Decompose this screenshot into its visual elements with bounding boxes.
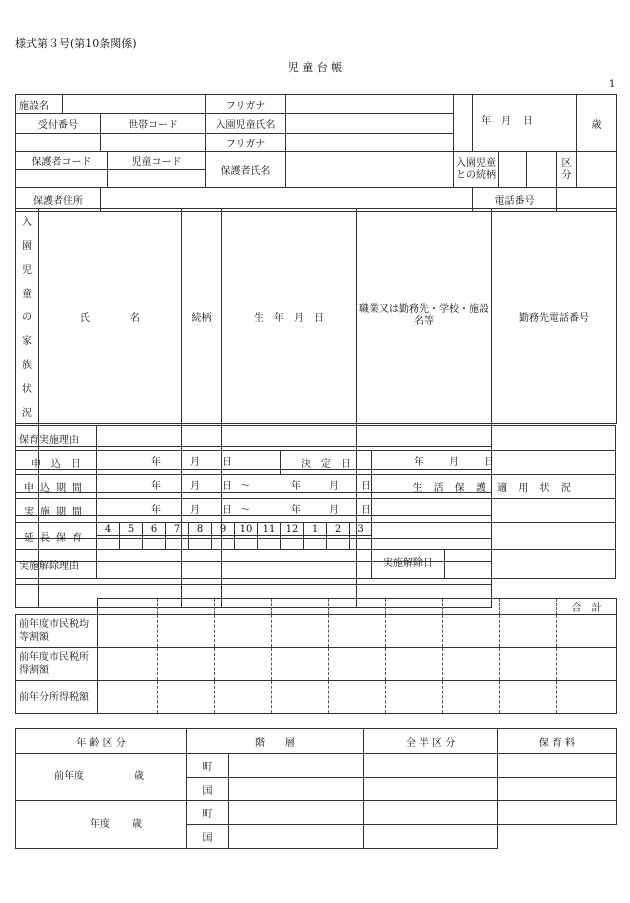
- decision-date-day: 日: [484, 456, 494, 468]
- apply-date-field[interactable]: [97, 451, 281, 475]
- relation-field[interactable]: [499, 152, 527, 188]
- apply-period-to-day: 日: [361, 480, 371, 492]
- impl-period-field[interactable]: [97, 499, 372, 523]
- tax-value-cell[interactable]: [443, 681, 500, 714]
- impl-period-to-day: 日: [361, 504, 371, 516]
- tax-value-cell[interactable]: [500, 681, 557, 714]
- fee-country-tier[interactable]: [229, 825, 364, 849]
- care-reason-field[interactable]: [97, 426, 616, 451]
- birth-date-field[interactable]: [473, 95, 577, 152]
- care-table: [15, 425, 616, 579]
- family-side-char: の: [22, 312, 32, 324]
- extension-label: 延長保育: [16, 523, 97, 550]
- tax-value-cell[interactable]: [272, 615, 329, 648]
- fee-header-fullhalf: 全 半 区 分: [364, 729, 498, 754]
- tax-row-label: 前年度市民税所得割額: [16, 648, 98, 681]
- tax-row-label: 前年分所得税額: [16, 681, 98, 714]
- extension-month-10: 10: [235, 523, 258, 536]
- tax-value-cell[interactable]: [329, 615, 386, 648]
- tax-value-cell[interactable]: [215, 681, 272, 714]
- birth-left-cell: [454, 95, 473, 152]
- cancel-date-field[interactable]: [445, 550, 615, 578]
- reception-no-field[interactable]: [16, 133, 101, 151]
- tax-value-cell[interactable]: [98, 648, 158, 681]
- tax-value-cell[interactable]: [215, 648, 272, 681]
- extension-month-7: 7: [166, 523, 189, 536]
- extension-month-check[interactable]: [97, 536, 120, 550]
- child-code-field[interactable]: [108, 170, 206, 188]
- child-furigana-field[interactable]: [286, 95, 454, 114]
- fee-table: [15, 728, 617, 849]
- child-code-label: 児童コード: [108, 152, 206, 170]
- care-reason-label: 保育実施理由: [16, 426, 97, 451]
- tax-value-cell[interactable]: [158, 681, 215, 714]
- tax-col-header: [329, 599, 386, 615]
- fee-header-tier: 階 層: [187, 729, 364, 754]
- fee-year-age: 歳: [132, 818, 142, 830]
- relation-field-2[interactable]: [527, 152, 557, 188]
- tax-value-cell[interactable]: [158, 615, 215, 648]
- birth-month-label: 月: [501, 116, 511, 127]
- family-side-char: 状: [22, 383, 32, 395]
- family-side-char: 童: [22, 288, 32, 300]
- apply-period-from-day: 日: [222, 480, 232, 492]
- apply-period-tilde: 〜: [240, 480, 250, 492]
- family-side-char: 入: [22, 217, 32, 229]
- page-title: 児 童 台 帳: [287, 61, 343, 74]
- tax-value-cell[interactable]: [272, 648, 329, 681]
- extension-month-check[interactable]: [235, 536, 258, 550]
- fee-prev-year-cell: [16, 754, 187, 801]
- fee-year-label: 年度: [90, 818, 110, 830]
- reception-no-label: 受付番号: [16, 114, 101, 133]
- family-relation-header: 続柄: [182, 209, 222, 424]
- apply-date-month: 月: [190, 456, 200, 468]
- tax-total-header: 合 計: [557, 599, 617, 615]
- decision-date-label: 決 定 日: [281, 451, 372, 475]
- fee-town-fee[interactable]: [498, 801, 617, 825]
- guardian-name-field[interactable]: [286, 152, 454, 188]
- apply-period-from-year: 年: [151, 480, 161, 492]
- extension-month-check[interactable]: [327, 536, 350, 550]
- tax-value-cell[interactable]: [386, 648, 443, 681]
- extension-month-check[interactable]: [304, 536, 327, 550]
- family-name-header: 氏 名: [39, 209, 182, 424]
- extension-month-8: 8: [189, 523, 212, 536]
- child-name-label: 入園児童氏名: [206, 114, 286, 133]
- extension-month-11: 11: [258, 523, 281, 536]
- apply-period-to-month: 月: [329, 480, 339, 492]
- tax-value-cell[interactable]: [386, 615, 443, 648]
- tax-value-cell[interactable]: [557, 648, 617, 681]
- guardian-name-label: 保護者氏名: [206, 152, 286, 188]
- extension-month-check[interactable]: [281, 536, 304, 550]
- tax-corner: [16, 599, 98, 615]
- decision-date-field[interactable]: [372, 451, 616, 475]
- fee-prev-country-fee[interactable]: [498, 778, 617, 801]
- extension-month-2: 2: [327, 523, 350, 536]
- extension-month-check[interactable]: [143, 536, 166, 550]
- tax-value-cell[interactable]: [557, 615, 617, 648]
- tax-value-cell[interactable]: [329, 681, 386, 714]
- tax-col-header: [215, 599, 272, 615]
- apply-date-day: 日: [222, 456, 232, 468]
- fee-prev-country-fullhalf[interactable]: [364, 778, 498, 801]
- apply-period-from-month: 月: [190, 480, 200, 492]
- impl-period-to-year: 年: [291, 504, 301, 516]
- cancel-reason-label: 実施解除理由: [16, 550, 97, 579]
- household-code-label: 世帯コード: [101, 114, 206, 133]
- impl-period-from-month: 月: [190, 504, 200, 516]
- tax-value-cell[interactable]: [386, 681, 443, 714]
- fee-prev-year-age: 歳: [134, 771, 144, 782]
- family-side-char: 児: [22, 264, 32, 276]
- fee-town-tier[interactable]: [229, 801, 364, 825]
- family-occupation-header: 職業又は勤務先・学校・施設名等: [357, 209, 492, 424]
- extension-month-check[interactable]: [166, 536, 189, 550]
- kubun-field[interactable]: [577, 152, 617, 188]
- tax-value-cell[interactable]: [443, 648, 500, 681]
- apply-date-label: 申 込 日: [16, 451, 97, 475]
- family-side-char: 園: [22, 241, 32, 253]
- cancel-date-label: 実施解除日: [372, 550, 445, 578]
- tax-col-header: [500, 599, 557, 615]
- family-side-char: 族: [22, 359, 32, 371]
- tax-value-cell[interactable]: [272, 681, 329, 714]
- kubun-label: 区分: [557, 152, 577, 188]
- extension-month-check[interactable]: [258, 536, 281, 550]
- fee-year-cell: [16, 801, 187, 849]
- decision-date-month: 月: [449, 456, 459, 468]
- cancel-reason-field[interactable]: [97, 550, 372, 579]
- cancel-date-cell: [372, 550, 616, 579]
- relation-label: 入園児童との続柄: [454, 152, 499, 188]
- tax-row: [16, 615, 617, 648]
- guardian-furigana-label: フリガナ: [206, 133, 286, 151]
- family-side-char: 家: [22, 336, 32, 348]
- tax-row: [16, 681, 617, 714]
- child-name-field[interactable]: [286, 114, 454, 133]
- apply-period-label: 申込期間: [16, 475, 97, 499]
- fee-prev-country-tier[interactable]: [229, 778, 364, 801]
- extension-month-check[interactable]: [212, 536, 235, 550]
- extension-month-4: 4: [97, 523, 120, 536]
- extension-month-5: 5: [120, 523, 143, 536]
- tax-table: [15, 598, 617, 714]
- birth-year-label: 年: [481, 116, 491, 127]
- form-label: 様式第３号(第10条関係): [15, 37, 137, 50]
- page-number: 1: [609, 79, 616, 90]
- birth-day-label: 日: [523, 116, 533, 127]
- impl-period-tilde: 〜: [240, 504, 250, 516]
- tax-value-cell[interactable]: [215, 615, 272, 648]
- address-label: 保護者住所: [16, 188, 101, 212]
- family-birth-header: 生 年 月 日: [222, 209, 357, 424]
- extension-month-check[interactable]: [350, 536, 372, 550]
- fee-prev-town-tier[interactable]: [229, 754, 364, 778]
- facility-label: 施設名: [16, 95, 63, 114]
- impl-period-from-day: 日: [222, 504, 232, 516]
- fee-prev-town-fullhalf[interactable]: [364, 754, 498, 778]
- tax-col-header: [443, 599, 500, 615]
- extension-month-9: 9: [212, 523, 235, 536]
- extension-month-1: 1: [304, 523, 327, 536]
- extension-month-12: 12: [281, 523, 304, 536]
- tax-value-cell[interactable]: [329, 648, 386, 681]
- fee-country-fullhalf[interactable]: [364, 825, 498, 849]
- decision-date-year: 年: [414, 456, 424, 468]
- extension-month-6: 6: [143, 523, 166, 536]
- fee-town-label: 町: [187, 801, 229, 825]
- fee-prev-town-label: 町: [187, 754, 229, 778]
- household-code-field[interactable]: [101, 133, 206, 151]
- facility-field[interactable]: [63, 95, 206, 114]
- guardian-code-label: 保護者コード: [16, 152, 108, 170]
- impl-period-from-year: 年: [151, 504, 161, 516]
- age-label: 歳: [577, 95, 617, 152]
- tax-col-header: [272, 599, 329, 615]
- phone-label: 電話番号: [473, 188, 557, 212]
- impl-period-to-month: 月: [329, 504, 339, 516]
- guardian-furigana-field[interactable]: [286, 133, 454, 151]
- fee-header-age: 年 齢 区 分: [16, 729, 187, 754]
- guardian-code-field[interactable]: [16, 170, 108, 188]
- fee-prev-town-fee[interactable]: [498, 754, 617, 778]
- family-side-label: [16, 209, 39, 424]
- family-phone-header: 勤務先電話番号: [492, 209, 617, 424]
- fee-country-label: 国: [187, 825, 229, 849]
- tax-value-cell[interactable]: [500, 615, 557, 648]
- family-side-char: 況: [22, 407, 32, 419]
- welfare-field-2[interactable]: [372, 523, 616, 550]
- tax-col-header: [386, 599, 443, 615]
- fee-country-fee[interactable]: [498, 825, 617, 849]
- impl-period-label: 実施期間: [16, 499, 97, 523]
- tax-value-cell[interactable]: [98, 681, 158, 714]
- tax-row-label: 前年度市民税均等割額: [16, 615, 98, 648]
- fee-header-fee: 保 育 料: [498, 729, 617, 754]
- child-info-table: [15, 94, 617, 212]
- tax-value-cell[interactable]: [98, 615, 158, 648]
- apply-period-field[interactable]: [97, 475, 372, 499]
- extension-month-check[interactable]: [120, 536, 143, 550]
- extension-month-check[interactable]: [189, 536, 212, 550]
- tax-value-cell[interactable]: [158, 648, 215, 681]
- furigana-label: フリガナ: [206, 95, 286, 114]
- fee-town-fullhalf[interactable]: [364, 801, 498, 825]
- fee-prev-year-label: 前年度: [54, 771, 84, 782]
- welfare-label: 生 活 保 護 適 用 状 況: [372, 475, 616, 499]
- extension-month-3: 3: [350, 523, 372, 536]
- tax-value-cell[interactable]: [557, 681, 617, 714]
- tax-value-cell[interactable]: [500, 648, 557, 681]
- tax-col-header: [98, 599, 158, 615]
- tax-value-cell[interactable]: [443, 615, 500, 648]
- apply-period-to-year: 年: [291, 480, 301, 492]
- tax-row: [16, 648, 617, 681]
- apply-date-year: 年: [151, 456, 161, 468]
- tax-col-header: [158, 599, 215, 615]
- welfare-field-1[interactable]: [372, 499, 616, 523]
- fee-prev-country-label: 国: [187, 778, 229, 801]
